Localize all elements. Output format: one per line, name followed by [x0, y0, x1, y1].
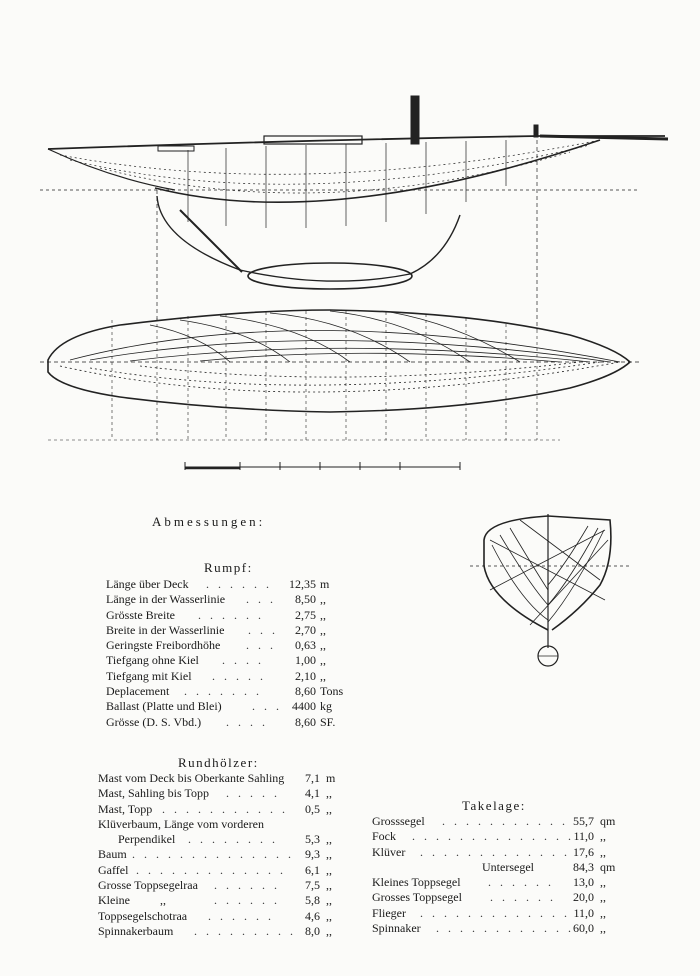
row-value: 17,6 [573, 844, 594, 859]
table-row [98, 771, 348, 786]
abmessungen-heading: Abmessungen: [152, 514, 266, 529]
row-dots: . . . . . . . . . . . . . [136, 862, 286, 877]
table-row [106, 669, 356, 684]
rumpf-heading: Rumpf: [204, 560, 253, 575]
row-value: 55,7 [573, 814, 594, 828]
table-row [372, 829, 632, 844]
body-plan [470, 514, 630, 666]
row-dots: . . . . . . . . . [194, 923, 296, 938]
row-label: Spinnaker [372, 921, 421, 936]
table-row [106, 653, 356, 668]
table-row [372, 875, 632, 890]
row-dots: . . . . . . . [184, 684, 262, 699]
row-unit: kg [320, 699, 332, 714]
table-row [372, 860, 632, 875]
half-breadth-plan [40, 310, 640, 440]
row-value: 7,1 [305, 771, 320, 785]
takelage-heading: Takelage: [462, 798, 526, 813]
row-value: 8,60 [295, 714, 316, 729]
row-unit: ,, [326, 832, 332, 847]
row-value: 8,0 [305, 923, 320, 938]
row-unit: ,, [326, 908, 332, 923]
table-row [98, 863, 348, 878]
table-row [98, 802, 348, 817]
row-label: Grosssegel [372, 814, 425, 828]
row-unit: ,, [600, 875, 606, 890]
table-row [98, 909, 348, 924]
row-dots: . . . . . . . . . . . . . [420, 844, 570, 859]
row-unit: ,, [320, 668, 326, 683]
row-dots: . . . . . . [214, 878, 280, 893]
row-label: Länge in der Wasserlinie [106, 592, 226, 607]
table-row [98, 924, 348, 939]
row-dots: . . . . . . . . . . . . [436, 921, 574, 936]
row-label: Flieger [372, 905, 406, 920]
row-unit: ,, [326, 923, 332, 938]
row-label: Grösste Breite [106, 607, 175, 622]
row-value: 8,50 [295, 592, 316, 607]
table-row [98, 817, 348, 832]
row-value: 12,35 [289, 577, 316, 591]
row-label: Kleine ,, [98, 893, 166, 908]
rumpf-table [106, 577, 356, 730]
scale-bar [185, 462, 460, 470]
row-dots: . . . . . . . . . . . . . [420, 905, 570, 920]
row-label: Baum [98, 847, 127, 862]
row-label: Breite in der Wasserlinie [106, 622, 225, 637]
row-unit: ,, [320, 638, 326, 653]
row-value: 8,60 [295, 684, 316, 699]
row-value: 0,5 [305, 801, 320, 816]
row-unit: ,, [326, 847, 332, 862]
row-value: 20,0 [573, 890, 594, 905]
table-row [98, 847, 348, 862]
row-label: Grösse (D. S. Vbd.) [106, 714, 202, 729]
row-value: 5,3 [305, 832, 320, 847]
row-dots: . . . [252, 699, 282, 714]
row-dots: . . . . . . [214, 893, 280, 908]
row-value: 5,8 [305, 893, 320, 908]
row-label: Klüverbaum, Länge vom vorderen [98, 816, 264, 831]
row-label: Fock [372, 829, 396, 844]
row-dots: . . . [246, 638, 276, 653]
row-unit: qm [600, 814, 616, 828]
row-label: Grosse Toppsegelraa [98, 878, 198, 893]
row-dots: . . . . [226, 714, 268, 729]
row-dots: . . . . . . [206, 577, 272, 591]
table-row [372, 814, 632, 829]
row-label: Ballast (Platte und Blei) [106, 699, 222, 714]
takelage-table [372, 814, 632, 936]
row-unit: ,, [320, 622, 326, 637]
row-value: 11,0 [573, 829, 594, 844]
row-unit: ,, [326, 801, 332, 816]
table-row [98, 878, 348, 893]
row-label: Perpendikel [118, 832, 176, 847]
row-unit: ,, [326, 862, 332, 877]
table-row [106, 608, 356, 623]
table-row [106, 623, 356, 638]
table-row [98, 786, 348, 801]
table-row [106, 592, 356, 607]
table-row [106, 684, 356, 699]
row-label: Spinnakerbaum [98, 923, 174, 938]
row-value: 2,10 [295, 668, 316, 683]
row-dots: . . . . . . . . . . . . . . [132, 847, 294, 862]
rundhoelzer-heading: Rundhölzer: [178, 755, 259, 770]
row-value: 13,0 [573, 875, 594, 890]
row-dots: . . . . . . . . . . . . . . [412, 829, 574, 844]
table-row [106, 699, 356, 714]
row-unit: qm [600, 859, 616, 874]
row-label: Mast, Topp [98, 801, 153, 816]
row-value: 84,3 [573, 859, 594, 874]
row-unit: ,, [600, 890, 606, 905]
row-label: Tiefgang mit Kiel [106, 668, 192, 683]
row-value: 7,5 [305, 878, 320, 893]
row-dots: . . . . . . . . [188, 832, 278, 847]
row-value: 1,00 [295, 653, 316, 668]
row-unit: m [320, 577, 330, 591]
row-value: 2,70 [295, 622, 316, 637]
row-label: Untersegel [482, 859, 534, 874]
row-label: Kleines Toppsegel [372, 875, 461, 890]
row-unit: ,, [600, 905, 606, 920]
row-label: Länge über Deck [106, 577, 189, 591]
row-value: 11,0 [573, 905, 594, 920]
row-unit: ,, [326, 878, 332, 893]
row-unit: ,, [326, 893, 332, 908]
table-row [372, 906, 632, 921]
row-unit: ,, [600, 844, 606, 859]
table-row [98, 893, 348, 908]
row-label: Grosses Toppsegel [372, 890, 462, 905]
row-unit: ,, [320, 653, 326, 668]
row-unit: ,, [326, 786, 332, 801]
row-unit: SF. [320, 714, 336, 729]
row-dots: . . . . . . . . . . . [442, 814, 568, 828]
row-value: 6,1 [305, 862, 320, 877]
row-dots: . . . . . . [488, 875, 554, 890]
row-label: Klüver [372, 844, 406, 859]
row-unit: ,, [600, 921, 606, 936]
row-dots: . . . [248, 622, 278, 637]
row-dots: . . . . . [226, 786, 280, 801]
row-value: 9,3 [305, 847, 320, 862]
row-unit: ,, [320, 592, 326, 607]
row-label: Geringste Freibordhöhe [106, 638, 221, 653]
row-dots: . . . [246, 592, 276, 607]
table-row [372, 890, 632, 905]
row-dots: . . . . . . [208, 908, 274, 923]
row-dots: . . . . [222, 653, 264, 668]
row-dots: . . . . . . [198, 607, 264, 622]
row-dots: . . . . . . . . . . . [162, 801, 288, 816]
row-label: Deplacement [106, 684, 170, 699]
row-label: Tiefgang ohne Kiel [106, 653, 199, 668]
table-row [372, 845, 632, 860]
row-label: Gaffel [98, 862, 129, 877]
row-unit: Tons [320, 684, 344, 699]
table-row [372, 921, 632, 936]
row-value: 2,75 [295, 607, 316, 622]
row-value: 0,63 [295, 638, 316, 653]
row-dots: . . . . . . [490, 890, 556, 905]
table-row [106, 638, 356, 653]
row-dots: . . . . . [212, 668, 266, 683]
row-label: Mast vom Deck bis Oberkante Sahling [98, 771, 285, 785]
row-value: 4,1 [305, 786, 320, 801]
table-row [98, 832, 348, 847]
row-value: 4400 [292, 699, 316, 714]
row-unit: ,, [600, 829, 606, 844]
row-value: 60,0 [573, 921, 594, 936]
sheer-plan [40, 96, 668, 330]
row-label: Mast, Sahling bis Topp [98, 786, 209, 801]
row-unit: m [326, 771, 336, 785]
row-label: Toppsegelschotraa [98, 908, 188, 923]
rundhoelzer-table [98, 771, 348, 939]
table-row [106, 577, 356, 592]
row-value: 4,6 [305, 908, 320, 923]
table-row [106, 715, 356, 730]
row-unit: ,, [320, 607, 326, 622]
